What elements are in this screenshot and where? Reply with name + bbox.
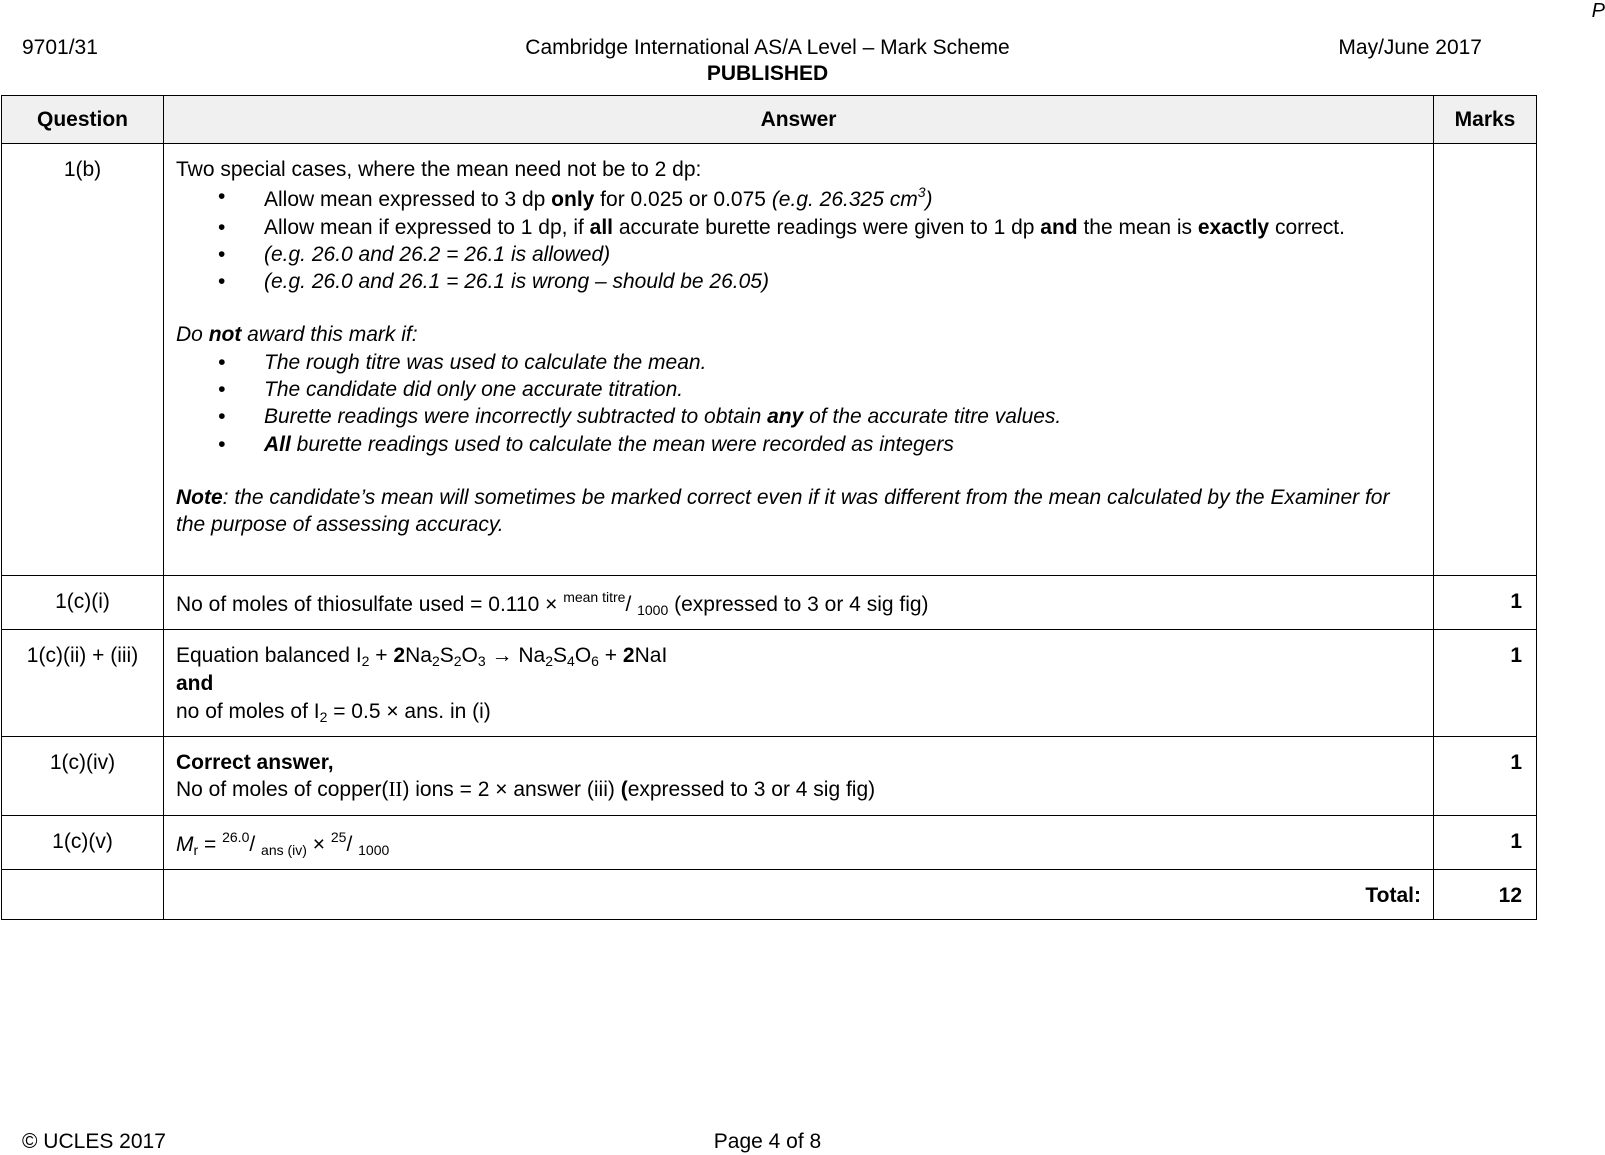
marks-cell: 1 [1434,736,1537,815]
examiner-note: Note: the candidate’s mean will sometimes be marked correct even if it was different from the mean calculated by the Examiner for the purpose of assessing accuracy. [176,485,1390,537]
table-row [2,736,1537,815]
list-item: • The candidate did only one accurate titration. [218,376,1421,403]
marks-cell: 1 [1434,576,1537,630]
question-number: 1(c)(ii) + (iii) [2,630,164,737]
question-number: 1(c)(iv) [2,736,164,815]
list-item: • (e.g. 26.0 and 26.1 = 26.1 is wrong – should be 26.05) [218,268,1421,295]
table-header-row [2,96,1537,144]
published-label: PUBLISHED [706,62,829,85]
correct-answer-label: Correct answer, [176,750,334,774]
marks-cell: 1 [1434,630,1537,737]
question-number: 1(c)(v) [2,815,164,869]
question-column-header: Question [2,96,164,144]
moles-of-iodine: no of moles of $I_2 = 0.5$ × ans. in (i) [176,699,491,725]
document-title: Cambridge International AS/A Level – Mark Scheme [525,36,1010,59]
do-not-award-list [176,349,1421,458]
copyright: © UCLES 2017 [22,1130,166,1153]
paper-code: 9701/31 [22,36,98,59]
total-marks: 12 [1434,870,1537,920]
do-not-award-heading: Do not award this mark if: [176,323,418,347]
answer-cell: $M_r = ^{26.0}/$ $_{ans (iv)}$ × $^{25}$/ $_{1000}$ [164,815,1434,869]
answer-cell [164,736,1434,815]
table-row [2,576,1537,630]
question-number: 1(b) [2,144,164,576]
page-number: Page 4 of 8 [713,1130,822,1153]
marks-cell [1434,144,1537,576]
marks-column-header: Marks [1434,96,1537,144]
total-row [2,870,1537,920]
answer-column-header: Answer [164,96,1434,144]
list-item: • Allow mean expressed to 3 dp only for 0.025 or 0.075 (e.g. 26.325 $cm^3$) [218,183,1421,213]
balanced-equation: Equation balanced $I_2 + 2Na_2S_2O_3 \to Na_2S_4O_6 + 2NaI$ [176,644,668,670]
answer-cell [164,630,1434,737]
list-item: • Burette readings were incorrectly subtracted to obtain any of the accurate titre values. [218,403,1421,430]
moles-of-copper: No of moles of copper(II) ions = 2 × answer (iii) (expressed to 3 or 4 sig fig) [176,777,876,802]
answer-cell [164,144,1434,576]
special-cases-intro: Two special cases, where the mean need not be to 2 dp: [176,158,702,181]
list-item: • All burette readings used to calculate the mean were recorded as integers [218,431,1421,458]
list-item: • (e.g. 26.0 and 26.2 = 26.1 is allowed) [218,241,1421,268]
and-connector: and [176,672,214,696]
table-row [2,815,1537,869]
list-item: • Allow mean if expressed to 1 dp, if all accurate burette readings were given to 1 dp and the mean is exactly correct. [218,214,1421,241]
answer-cell: No of moles of thiosulfate used = 0.110 × $^{mean titre}$/ $_{1000}$ (expressed to 3 or 4 sig fig) [164,576,1434,630]
special-cases-list [176,183,1421,295]
exam-session: May/June 2017 [1338,36,1482,59]
question-number: 1(c)(i) [2,576,164,630]
marks-cell: 1 [1434,815,1537,869]
total-label: Total: [164,870,1434,920]
list-item: • The rough titre was used to calculate the mean. [218,349,1421,376]
empty-question-cell [2,870,164,920]
corner-mark: P [1591,0,1605,22]
mark-scheme-table [1,95,1537,920]
table-row [2,630,1537,737]
table-row [2,144,1537,576]
